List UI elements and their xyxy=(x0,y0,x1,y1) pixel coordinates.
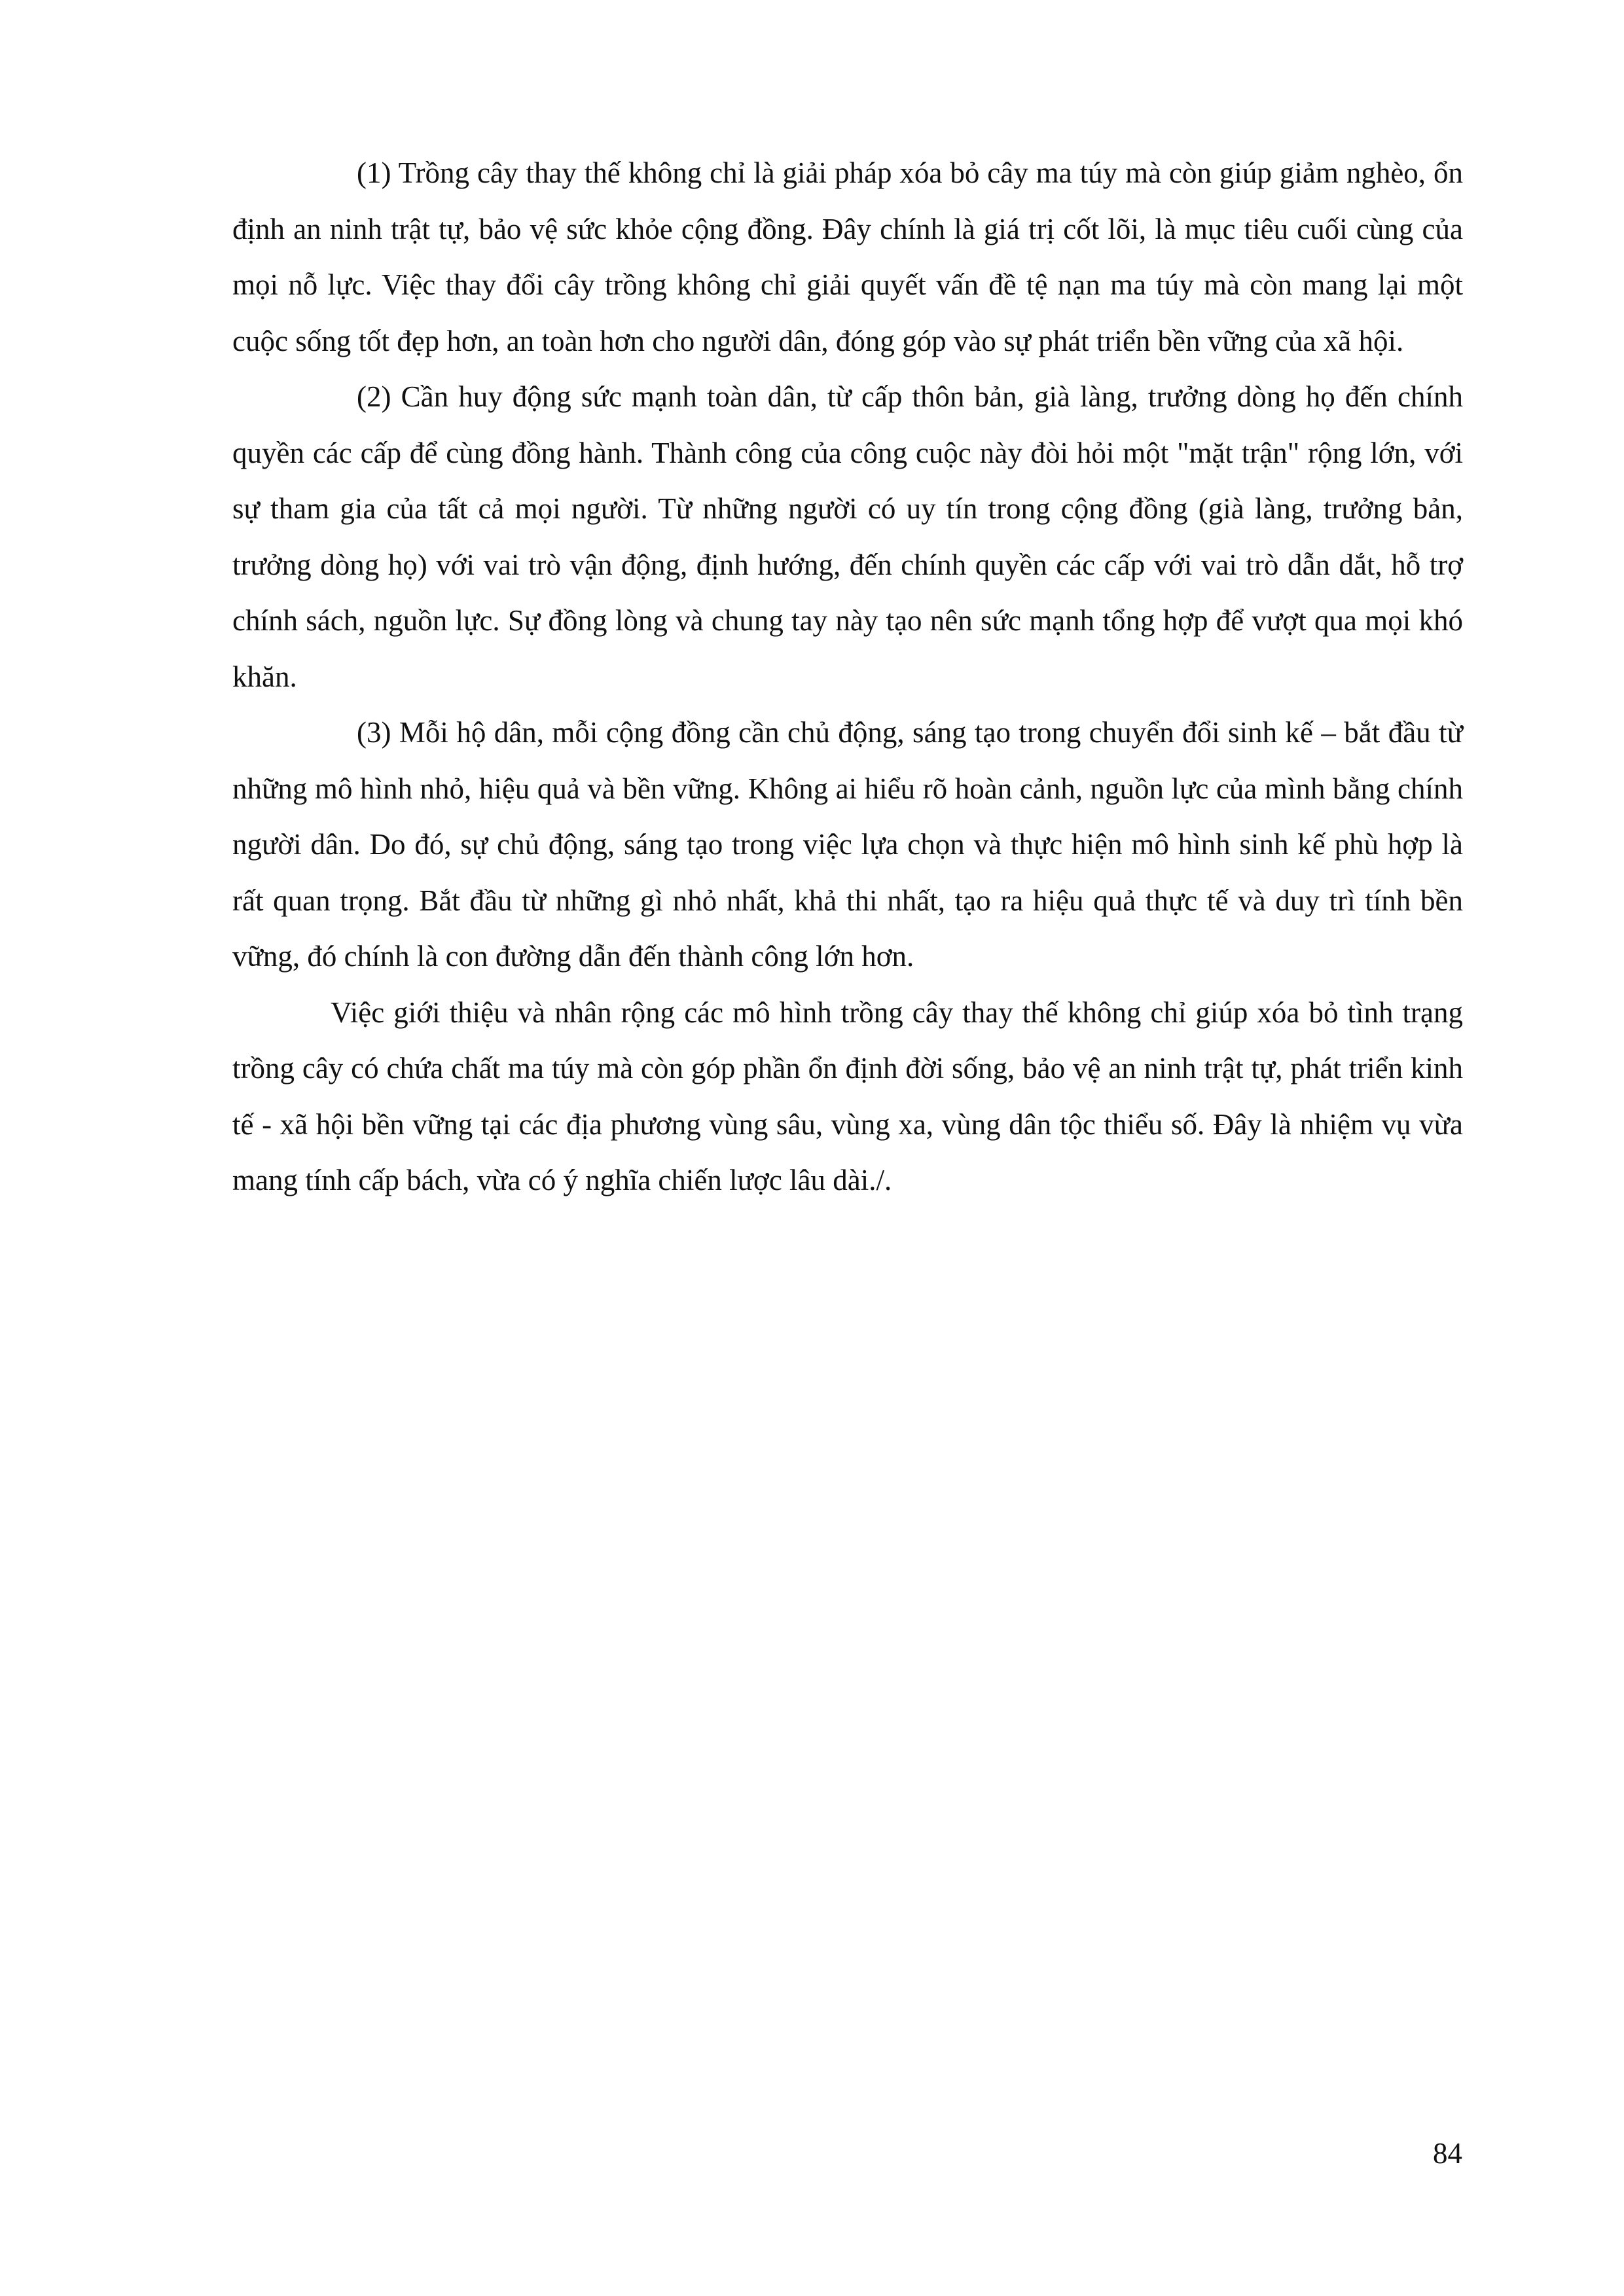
paragraph-conclusion: Việc giới thiệu và nhân rộng các mô hình trồng cây thay thế không chỉ giúp xóa bỏ tình trạng trồng cây có chứa chất ma túy mà còn góp phần ổn định đời sống, bảo vệ an ninh trật tự, phát triển kinh tế - xã hội bền vững tại các địa phương vùng sâu, vùng xa, vùng dân tộc thiểu số. Đây là nhiệm vụ vừa mang tính cấp bách, vừa có ý nghĩa chiến lược lâu dài./. xyxy=(232,996,1463,1196)
paragraph-point-1: (1) Trồng cây thay thế không chỉ là giải pháp xóa bỏ cây ma túy mà còn giúp giảm nghèo, ổn định an ninh trật tự, bảo vệ sức khỏe cộng đồng. Đây chính là giá trị cốt lõi, là mục tiêu cuối cùng của mọi nỗ lực. Việc thay đổi cây trồng không chỉ giải quyết vấn đề tệ nạn ma túy mà còn mang lại một cuộc sống tốt đẹp hơn, an toàn hơn cho người dân, đóng góp vào sự phát triển bền vững của xã hội. xyxy=(232,156,1463,357)
paragraph-point-2: (2) Cần huy động sức mạnh toàn dân, từ cấp thôn bản, già làng, trưởng dòng họ đến chính quyền các cấp để cùng đồng hành. Thành công của công cuộc này đòi hỏi một "mặt trận" rộng lớn, với sự tham gia của tất cả mọi người. Từ những người có uy tín trong cộng đồng (già làng, trưởng bản, trưởng dòng họ) với vai trò vận động, định hướng, đến chính quyền các cấp với vai trò dẫn dắt, hỗ trợ chính sách, nguồn lực. Sự đồng lòng và chung tay này tạo nên sức mạnh tổng hợp để vượt qua mọi khó khăn. xyxy=(232,380,1463,693)
document-body xyxy=(232,145,1463,1209)
page-number: 84 xyxy=(1433,2137,1462,2170)
paragraph-point-3: (3) Mỗi hộ dân, mỗi cộng đồng cần chủ động, sáng tạo trong chuyển đổi sinh kế – bắt đầu từ những mô hình nhỏ, hiệu quả và bền vững. Không ai hiểu rõ hoàn cảnh, nguồn lực của mình bằng chính người dân. Do đó, sự chủ động, sáng tạo trong việc lựa chọn và thực hiện mô hình sinh kế phù hợp là rất quan trọng. Bắt đầu từ những gì nhỏ nhất, khả thi nhất, tạo ra hiệu quả thực tế và duy trì tính bền vững, đó chính là con đường dẫn đến thành công lớn hơn. xyxy=(232,716,1463,973)
